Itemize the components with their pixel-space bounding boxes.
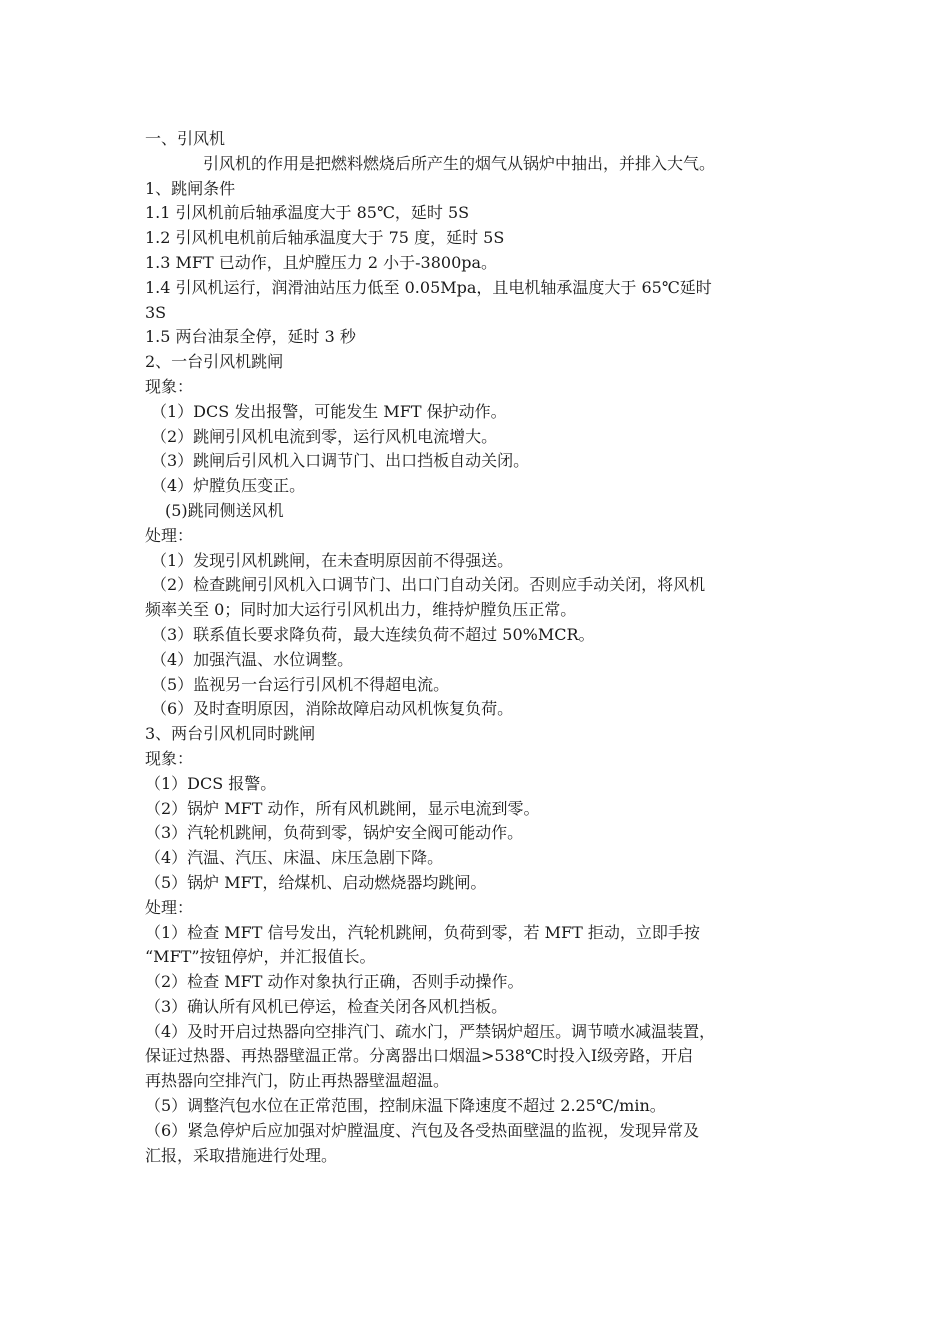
phenomenon-item: （1）DCS 发出报警，可能发生 MFT 保护动作。 <box>151 401 507 421</box>
handling-item-cont: 再热器向空排汽门，防止再热器壁温超温。 <box>145 1071 450 1091</box>
label-phenomena: 现象： <box>145 376 194 396</box>
handling-item-cont: “MFT”按钮停炉，并汇报值长。 <box>145 947 376 967</box>
handling-item-cont: 频率关至 0；同时加大运行引风机出力，维持炉膛负压正常。 <box>145 600 577 620</box>
condition-1-2: 1.2 引风机电机前后轴承温度大于 75 度，延时 5S <box>145 228 505 248</box>
handling-item: （3）联系值长要求降负荷，最大连续负荷不超过 50%MCR。 <box>151 624 595 644</box>
condition-1-3: 1.3 MFT 已动作，且炉膛压力 2 小于-3800pa。 <box>145 252 498 272</box>
subheading-two-fans-trip: 3、两台引风机同时跳闸 <box>145 724 316 744</box>
handling-item: （3）确认所有风机已停运，检查关闭各风机挡板。 <box>145 996 508 1016</box>
condition-1-4: 1.4 引风机运行，润滑油站压力低至 0.05Mpa，且电机轴承温度大于 65℃延时 <box>145 277 712 297</box>
condition-1-1: 1.1 引风机前后轴承温度大于 85℃，延时 5S <box>145 203 470 223</box>
handling-item: （5）调整汽包水位在正常范围，控制床温下降速度不超过 2.25℃/min。 <box>145 1096 666 1116</box>
handling-item: （6）紧急停炉后应加强对炉膛温度、汽包及各受热面壁温的监视，发现异常及 <box>145 1120 700 1140</box>
phenomenon-item: （5）锅炉 MFT，给煤机、启动燃烧器均跳闸。 <box>145 872 487 892</box>
handling-item: （5）监视另一台运行引风机不得超电流。 <box>151 674 450 694</box>
phenomenon-item: （1）DCS 报警。 <box>145 773 277 793</box>
intro-paragraph: 引风机的作用是把燃料燃烧后所产生的烟气从锅炉中抽出，并排入大气。 <box>203 153 716 173</box>
handling-item-cont: 保证过热器、再热器壁温正常。分离器出口烟温>538℃时投入Ⅰ级旁路，开启 <box>145 1046 694 1066</box>
phenomenon-item: （2）跳闸引风机电流到零，运行风机电流增大。 <box>151 426 498 446</box>
phenomenon-item: （3）跳闸后引风机入口调节门、出口挡板自动关闭。 <box>151 451 530 471</box>
label-handling: 处理： <box>145 525 194 545</box>
condition-1-4-cont: 3S <box>145 302 167 322</box>
phenomenon-item: （4）汽温、汽压、床温、床压急剧下降。 <box>145 848 444 868</box>
handling-item: （1）检查 MFT 信号发出，汽轮机跳闸，负荷到零，若 MFT 拒动，立即手按 <box>145 922 700 942</box>
phenomenon-item: （4）炉膛负压变正。 <box>151 476 306 496</box>
handling-item: （1）发现引风机跳闸，在未查明原因前不得强送。 <box>151 550 514 570</box>
handling-item: （6）及时查明原因，消除故障启动风机恢复负荷。 <box>151 699 514 719</box>
section-heading-induced-draft-fan: 一、引风机 <box>145 129 226 148</box>
phenomenon-item: （2）锅炉 MFT 动作，所有风机跳闸，显示电流到零。 <box>145 798 540 818</box>
handling-item: （2）检查跳闸引风机入口调节门、出口门自动关闭。否则应手动关闭，将风机 <box>151 575 706 595</box>
condition-1-5: 1.5 两台油泵全停，延时 3 秒 <box>145 327 356 347</box>
handling-item-cont: 汇报，采取措施进行处理。 <box>145 1145 338 1165</box>
label-phenomena: 现象： <box>145 748 194 768</box>
handling-item: （2）检查 MFT 动作对象执行正确，否则手动操作。 <box>145 972 524 992</box>
label-handling: 处理： <box>145 897 194 917</box>
handling-item: （4）及时开启过热器向空排汽门、疏水门，严禁锅炉超压。调节喷水减温装置， <box>145 1021 716 1041</box>
document-body <box>145 127 815 1168</box>
phenomenon-item: (5)跳同侧送风机 <box>165 500 284 520</box>
subheading-trip-conditions: 1、跳闸条件 <box>145 178 236 198</box>
phenomenon-item: （3）汽轮机跳闸，负荷到零，锅炉安全阀可能动作。 <box>145 823 524 843</box>
subheading-one-fan-trip: 2、一台引风机跳闸 <box>145 352 284 372</box>
handling-item: （4）加强汽温、水位调整。 <box>151 649 354 669</box>
